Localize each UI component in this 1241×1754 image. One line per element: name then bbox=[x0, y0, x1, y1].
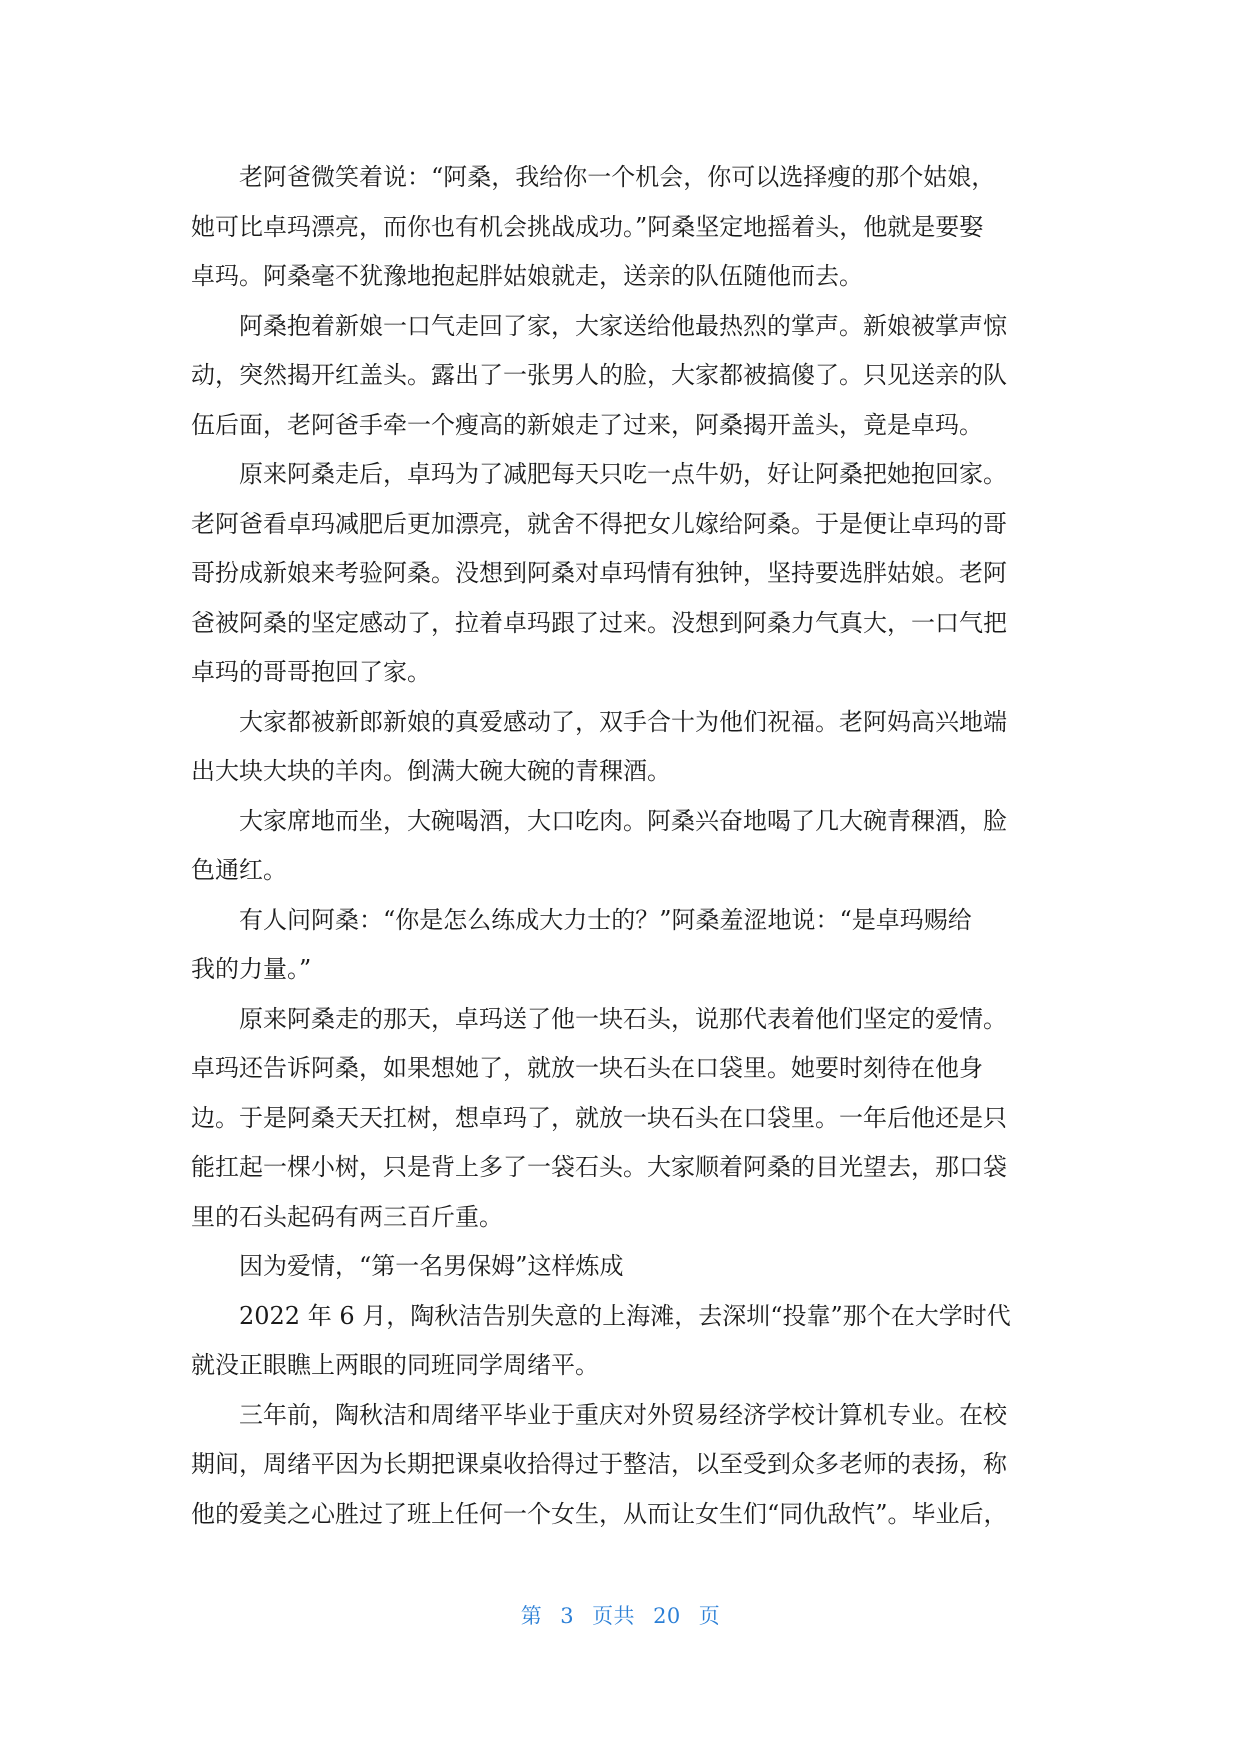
text-line: 三年前，陶秋洁和周绪平毕业于重庆对外贸易经济学校计算机专业。在校 bbox=[239, 1400, 1007, 1429]
footer-total-pages: 20 bbox=[653, 1604, 681, 1628]
text-line: 伍后面，老阿爸手牵一个瘦高的新娘走了过来，阿桑揭开盖头，竟是卓玛。 bbox=[191, 410, 983, 439]
text-line: 她可比卓玛漂亮，而你也有机会挑战成功。”阿桑坚定地摇着头，他就是要娶 bbox=[191, 212, 984, 241]
page-number-footer bbox=[0, 1600, 1241, 1630]
text-line: 有人问阿桑：“你是怎么练成大力士的？”阿桑羞涩地说：“是卓玛赐给 bbox=[239, 905, 972, 934]
text-line: 出大块大块的羊肉。倒满大碗大碗的青稞酒。 bbox=[191, 757, 671, 785]
footer-middle: 页共 bbox=[592, 1604, 636, 1628]
text-line: 能扛起一棵小树，只是背上多了一袋石头。大家顺着阿桑的目光望去，那口袋 bbox=[191, 1153, 1007, 1181]
text-line: 因为爱情，“第一名男保姆”这样炼成 bbox=[239, 1252, 624, 1280]
text-line: 哥扮成新娘来考验阿桑。没想到阿桑对卓玛情有独钟，坚持要选胖姑娘。老阿 bbox=[191, 559, 1007, 587]
text-line: 卓玛还告诉阿桑，如果想她了，就放一块石头在口袋里。她要时刻待在他身 bbox=[191, 1054, 983, 1082]
text-line: 卓玛的哥哥抱回了家。 bbox=[191, 658, 431, 686]
text-line: 爸被阿桑的坚定感动了，拉着卓玛跟了过来。没想到阿桑力气真大，一口气把 bbox=[191, 608, 1007, 637]
text-line: 2022 年 6 月，陶秋洁告别失意的上海滩，去深圳“投靠”那个在大学时代 bbox=[239, 1301, 1011, 1330]
text-line: 我的力量。” bbox=[191, 955, 312, 983]
text-line: 就没正眼瞧上两眼的同班同学周绪平。 bbox=[191, 1351, 599, 1379]
text-line: 大家席地而坐，大碗喝酒，大口吃肉。阿桑兴奋地喝了几大碗青稞酒，脸 bbox=[239, 806, 1007, 835]
text-line: 期间，周绪平因为长期把课桌收拾得过于整洁，以至受到众多老师的表扬，称 bbox=[191, 1450, 1007, 1478]
text-line: 里的石头起码有两三百斤重。 bbox=[191, 1202, 503, 1231]
footer-current-page: 3 bbox=[560, 1604, 575, 1628]
text-line: 原来阿桑走的那天，卓玛送了他一块石头，说那代表着他们坚定的爱情。 bbox=[239, 1004, 1007, 1033]
text-line: 老阿爸看卓玛减肥后更加漂亮，就舍不得把女儿嫁给阿桑。于是便让卓玛的哥 bbox=[191, 509, 1007, 538]
text-line: 大家都被新郎新娘的真爱感动了，双手合十为他们祝福。老阿妈高兴地端 bbox=[239, 707, 1007, 736]
footer-suffix: 页 bbox=[698, 1604, 721, 1628]
text-line: 原来阿桑走后，卓玛为了减肥每天只吃一点牛奶，好让阿桑把她抱回家。 bbox=[239, 460, 1007, 488]
text-line: 色通红。 bbox=[191, 856, 287, 884]
footer-prefix: 第 bbox=[520, 1604, 543, 1628]
text-line: 边。于是阿桑天天扛树，想卓玛了，就放一块石头在口袋里。一年后他还是只 bbox=[191, 1103, 1007, 1132]
text-line: 动，突然揭开红盖头。露出了一张男人的脸，大家都被搞傻了。只见送亲的队 bbox=[191, 361, 1007, 389]
text-line: 老阿爸微笑着说：“阿桑，我给你一个机会，你可以选择瘦的那个姑娘， bbox=[239, 163, 996, 191]
document-body bbox=[191, 153, 1051, 1539]
text-line: 他的爱美之心胜过了班上任何一个女生，从而让女生们“同仇敌忾”。毕业后， bbox=[191, 1499, 1008, 1528]
text-line: 卓玛。阿桑毫不犹豫地抱起胖姑娘就走，送亲的队伍随他而去。 bbox=[191, 262, 863, 290]
text-line: 阿桑抱着新娘一口气走回了家，大家送给他最热烈的掌声。新娘被掌声惊 bbox=[239, 311, 1007, 340]
